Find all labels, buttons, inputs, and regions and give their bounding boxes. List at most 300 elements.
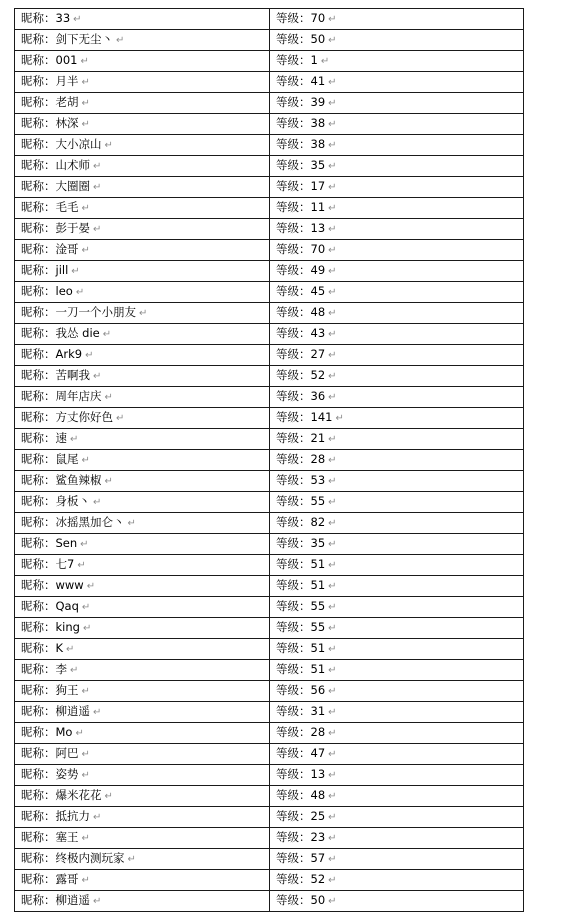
name-label: 昵称： [21,452,56,466]
player-name: 狗王 [55,683,79,697]
paragraph-mark-icon: ↵ [127,518,136,529]
level-cell[interactable] [270,471,524,492]
name-cell[interactable] [15,807,270,828]
player-level: 55 [310,599,326,613]
name-cell[interactable] [15,156,270,177]
paragraph-mark-icon: ↵ [328,623,337,634]
paragraph-mark-icon: ↵ [328,392,337,403]
player-name: 淦哥 [55,242,79,256]
table-row [15,156,524,177]
name-cell[interactable] [15,618,270,639]
level-label: 等级： [276,326,311,340]
name-cell[interactable] [15,198,270,219]
paragraph-mark-icon: ↵ [328,455,337,466]
player-level: 38 [310,137,326,151]
table-row [15,9,524,30]
paragraph-mark-icon: ↵ [328,518,337,529]
paragraph-mark-icon: ↵ [328,140,337,151]
paragraph-mark-icon: ↵ [328,644,337,655]
player-name: 塞王 [55,830,79,844]
level-cell[interactable] [270,324,524,345]
table-row [15,702,524,723]
name-label: 昵称： [21,620,56,634]
paragraph-mark-icon: ↵ [116,413,125,424]
player-level: 48 [310,305,326,319]
table-row [15,114,524,135]
name-label: 昵称： [21,809,56,823]
paragraph-mark-icon: ↵ [139,308,148,319]
player-level: 13 [310,221,326,235]
level-cell[interactable] [270,387,524,408]
player-name: 身板丶 [55,494,90,508]
player-level: 35 [310,158,326,172]
name-cell[interactable] [15,429,270,450]
level-cell[interactable] [270,891,524,912]
name-label: 昵称： [21,32,56,46]
paragraph-mark-icon: ↵ [70,665,79,676]
name-cell[interactable] [15,219,270,240]
table-row [15,282,524,303]
level-label: 等级： [276,830,311,844]
paragraph-mark-icon: ↵ [93,224,102,235]
name-label: 昵称： [21,515,56,529]
name-label: 昵称： [21,137,56,151]
table-row [15,744,524,765]
level-cell[interactable] [270,72,524,93]
paragraph-mark-icon: ↵ [73,14,82,25]
paragraph-mark-icon: ↵ [328,224,337,235]
name-cell[interactable] [15,513,270,534]
level-cell[interactable] [270,576,524,597]
level-cell[interactable] [270,156,524,177]
table-row [15,471,524,492]
level-cell[interactable] [270,849,524,870]
paragraph-mark-icon: ↵ [104,140,113,151]
paragraph-mark-icon: ↵ [104,476,113,487]
player-level: 43 [310,326,326,340]
name-cell[interactable] [15,282,270,303]
player-level: 13 [310,767,326,781]
player-level: 55 [310,620,326,634]
paragraph-mark-icon: ↵ [66,644,75,655]
table-row [15,723,524,744]
table-row [15,72,524,93]
name-label: 昵称： [21,53,56,67]
player-name: jill [55,263,69,277]
player-level: 45 [310,284,326,298]
table-row [15,93,524,114]
paragraph-mark-icon: ↵ [328,896,337,907]
player-name: 速 [55,431,67,445]
level-cell[interactable] [270,723,524,744]
paragraph-mark-icon: ↵ [93,497,102,508]
level-label: 等级： [276,515,311,529]
table-row [15,345,524,366]
name-label: 昵称： [21,725,56,739]
player-name: 33 [55,11,71,25]
paragraph-mark-icon: ↵ [81,98,90,109]
level-cell[interactable] [270,618,524,639]
player-table-body [15,9,524,912]
level-cell[interactable] [270,702,524,723]
level-cell[interactable] [270,240,524,261]
name-cell[interactable] [15,387,270,408]
name-label: 昵称： [21,284,56,298]
name-cell[interactable] [15,345,270,366]
player-level: 36 [310,389,326,403]
player-name: 柳逍遥 [55,704,90,718]
paragraph-mark-icon: ↵ [77,560,86,571]
name-label: 昵称： [21,368,56,382]
player-name: 苦啊我 [55,368,90,382]
name-label: 昵称： [21,389,56,403]
paragraph-mark-icon: ↵ [328,35,337,46]
level-cell[interactable] [270,93,524,114]
player-name: 抵抗力 [55,809,90,823]
player-name: 月半 [55,74,79,88]
name-cell[interactable] [15,723,270,744]
paragraph-mark-icon: ↵ [328,707,337,718]
player-level: 31 [310,704,326,718]
name-cell[interactable] [15,492,270,513]
level-label: 等级： [276,179,311,193]
paragraph-mark-icon: ↵ [81,119,90,130]
name-label: 昵称： [21,662,56,676]
name-label: 昵称： [21,305,56,319]
name-cell[interactable] [15,93,270,114]
paragraph-mark-icon: ↵ [328,308,337,319]
name-label: 昵称： [21,95,56,109]
paragraph-mark-icon: ↵ [104,392,113,403]
player-name: king [55,620,80,634]
paragraph-mark-icon: ↵ [81,749,90,760]
table-row [15,555,524,576]
player-level: 53 [310,473,326,487]
paragraph-mark-icon: ↵ [328,728,337,739]
level-cell[interactable] [270,807,524,828]
paragraph-mark-icon: ↵ [71,266,80,277]
paragraph-mark-icon: ↵ [81,245,90,256]
name-cell[interactable] [15,828,270,849]
player-level: 1 [310,53,318,67]
level-label: 等级： [276,305,311,319]
paragraph-mark-icon: ↵ [328,371,337,382]
name-cell[interactable] [15,30,270,51]
level-label: 等级： [276,725,311,739]
paragraph-mark-icon: ↵ [85,350,94,361]
paragraph-mark-icon: ↵ [75,728,84,739]
level-cell[interactable] [270,51,524,72]
player-level: 25 [310,809,326,823]
player-level: 11 [310,200,326,214]
level-label: 等级： [276,32,311,46]
paragraph-mark-icon: ↵ [116,35,125,46]
player-name: 七7 [55,557,75,571]
paragraph-mark-icon: ↵ [328,665,337,676]
player-level: 41 [310,74,326,88]
level-cell[interactable] [270,660,524,681]
name-label: 昵称： [21,578,56,592]
level-label: 等级： [276,200,311,214]
level-label: 等级： [276,599,311,613]
level-label: 等级： [276,410,311,424]
name-cell[interactable] [15,261,270,282]
name-cell[interactable] [15,51,270,72]
level-cell[interactable] [270,261,524,282]
paragraph-mark-icon: ↵ [86,581,96,592]
name-cell[interactable] [15,177,270,198]
name-cell[interactable] [15,135,270,156]
name-label: 昵称： [21,221,56,235]
table-row [15,177,524,198]
player-level: 17 [310,179,326,193]
level-cell[interactable] [270,219,524,240]
player-level: 21 [310,431,326,445]
paragraph-mark-icon: ↵ [81,875,90,886]
level-label: 等级： [276,389,311,403]
level-cell[interactable] [270,786,524,807]
table-row [15,786,524,807]
paragraph-mark-icon: ↵ [81,686,90,697]
level-cell[interactable] [270,450,524,471]
player-name: 毛毛 [55,200,79,214]
name-cell[interactable] [15,576,270,597]
level-cell[interactable] [270,870,524,891]
name-cell[interactable] [15,240,270,261]
paragraph-mark-icon: ↵ [328,245,337,256]
name-cell[interactable] [15,324,270,345]
paragraph-mark-icon: ↵ [328,203,337,214]
paragraph-mark-icon: ↵ [335,413,344,424]
paragraph-mark-icon: ↵ [328,266,337,277]
level-cell[interactable] [270,744,524,765]
level-cell[interactable] [270,429,524,450]
level-cell[interactable] [270,198,524,219]
player-name: 鲨鱼辣椒 [55,473,102,487]
paragraph-mark-icon: ↵ [81,77,90,88]
level-label: 等级： [276,620,311,634]
level-cell[interactable] [270,282,524,303]
name-label: 昵称： [21,599,56,613]
level-cell[interactable] [270,513,524,534]
paragraph-mark-icon: ↵ [81,455,90,466]
paragraph-mark-icon: ↵ [93,896,102,907]
name-cell[interactable] [15,786,270,807]
name-cell[interactable] [15,471,270,492]
name-label: 昵称： [21,536,56,550]
player-name: 剑下无尘丶 [55,32,113,46]
player-level: 39 [310,95,326,109]
level-label: 等级： [276,95,311,109]
level-cell[interactable] [270,303,524,324]
table-row [15,450,524,471]
level-cell[interactable] [270,828,524,849]
name-label: 昵称： [21,179,56,193]
player-level: 49 [310,263,326,277]
table-row [15,366,524,387]
name-cell[interactable] [15,408,270,429]
name-cell[interactable] [15,597,270,618]
player-name: 山术师 [55,158,90,172]
table-row [15,660,524,681]
player-name: 周年店庆 [55,389,102,403]
level-label: 等级： [276,74,311,88]
player-level: 51 [310,662,326,676]
paragraph-mark-icon: ↵ [328,686,337,697]
level-cell[interactable] [270,135,524,156]
name-label: 昵称： [21,347,56,361]
level-label: 等级： [276,893,311,907]
level-label: 等级： [276,263,311,277]
player-name: 老胡 [55,95,79,109]
player-level: 23 [310,830,326,844]
level-cell[interactable] [270,30,524,51]
level-label: 等级： [276,452,311,466]
table-row [15,51,524,72]
name-label: 昵称： [21,473,56,487]
table-row [15,429,524,450]
name-label: 昵称： [21,767,56,781]
player-name: 阿巴 [55,746,79,760]
name-cell[interactable] [15,534,270,555]
level-label: 等级： [276,368,311,382]
level-cell[interactable] [270,534,524,555]
paragraph-mark-icon: ↵ [81,602,91,613]
player-name: Mo [55,725,73,739]
level-label: 等级： [276,158,311,172]
table-row [15,807,524,828]
table-row [15,765,524,786]
level-cell[interactable] [270,345,524,366]
level-cell[interactable] [270,765,524,786]
paragraph-mark-icon: ↵ [328,812,337,823]
level-cell[interactable] [270,9,524,30]
paragraph-mark-icon: ↵ [328,875,337,886]
paragraph-mark-icon: ↵ [93,161,102,172]
paragraph-mark-icon: ↵ [328,581,337,592]
player-level: 57 [310,851,326,865]
name-cell[interactable] [15,303,270,324]
name-cell[interactable] [15,450,270,471]
name-cell[interactable] [15,72,270,93]
player-name: 李 [55,662,67,676]
name-label: 昵称： [21,704,56,718]
level-cell[interactable] [270,555,524,576]
player-name: Ark9 [55,347,83,361]
paragraph-mark-icon: ↵ [328,77,337,88]
table-row [15,828,524,849]
player-name: 一刀一个小朋友 [55,305,136,319]
player-name: 姿势 [55,767,79,781]
paragraph-mark-icon: ↵ [328,98,337,109]
player-name: 终极内测玩家 [55,851,125,865]
level-cell[interactable] [270,639,524,660]
player-level: 28 [310,725,326,739]
level-cell[interactable] [270,597,524,618]
paragraph-mark-icon: ↵ [93,371,102,382]
name-label: 昵称： [21,116,56,130]
paragraph-mark-icon: ↵ [80,539,89,550]
level-cell[interactable] [270,408,524,429]
level-cell[interactable] [270,492,524,513]
player-name: www [55,578,84,592]
player-name: 大小凉山 [55,137,102,151]
level-label: 等级： [276,137,311,151]
player-level: 50 [310,893,326,907]
level-cell[interactable] [270,681,524,702]
player-name: Sen [55,536,78,550]
name-label: 昵称： [21,431,56,445]
name-cell[interactable] [15,660,270,681]
paragraph-mark-icon: ↵ [80,56,89,67]
paragraph-mark-icon: ↵ [75,287,85,298]
table-row [15,639,524,660]
name-cell[interactable] [15,702,270,723]
level-cell[interactable] [270,114,524,135]
paragraph-mark-icon: ↵ [81,833,90,844]
player-name: 露哥 [55,872,79,886]
name-cell[interactable] [15,555,270,576]
name-cell[interactable] [15,765,270,786]
table-row [15,849,524,870]
level-label: 等级： [276,11,311,25]
table-row [15,492,524,513]
level-label: 等级： [276,53,311,67]
player-level: 141 [310,410,333,424]
paragraph-mark-icon: ↵ [93,182,102,193]
name-cell[interactable] [15,366,270,387]
paragraph-mark-icon: ↵ [70,434,79,445]
level-label: 等级： [276,494,311,508]
player-name: 我怂 die [55,326,100,340]
table-row [15,891,524,912]
level-label: 等级： [276,746,311,760]
name-cell[interactable] [15,9,270,30]
table-row [15,219,524,240]
player-level: 51 [310,641,326,655]
name-cell[interactable] [15,744,270,765]
name-cell[interactable] [15,681,270,702]
paragraph-mark-icon: ↵ [81,203,90,214]
paragraph-mark-icon: ↵ [93,812,102,823]
player-level: 70 [310,11,326,25]
name-cell[interactable] [15,891,270,912]
level-cell[interactable] [270,177,524,198]
name-label: 昵称： [21,74,56,88]
level-cell[interactable] [270,366,524,387]
name-cell[interactable] [15,114,270,135]
paragraph-mark-icon: ↵ [328,854,337,865]
name-cell[interactable] [15,639,270,660]
table-row [15,576,524,597]
player-name: 爆米花花 [55,788,102,802]
player-level: 56 [310,683,326,697]
table-row [15,681,524,702]
level-label: 等级： [276,536,311,550]
name-label: 昵称： [21,11,56,25]
name-label: 昵称： [21,200,56,214]
level-label: 等级： [276,284,311,298]
player-name: 001 [55,53,78,67]
name-label: 昵称： [21,494,56,508]
player-name: 鼠尾 [55,452,79,466]
level-label: 等级： [276,662,311,676]
paragraph-mark-icon: ↵ [328,434,337,445]
table-row [15,324,524,345]
name-cell[interactable] [15,870,270,891]
name-cell[interactable] [15,849,270,870]
name-label: 昵称： [21,746,56,760]
